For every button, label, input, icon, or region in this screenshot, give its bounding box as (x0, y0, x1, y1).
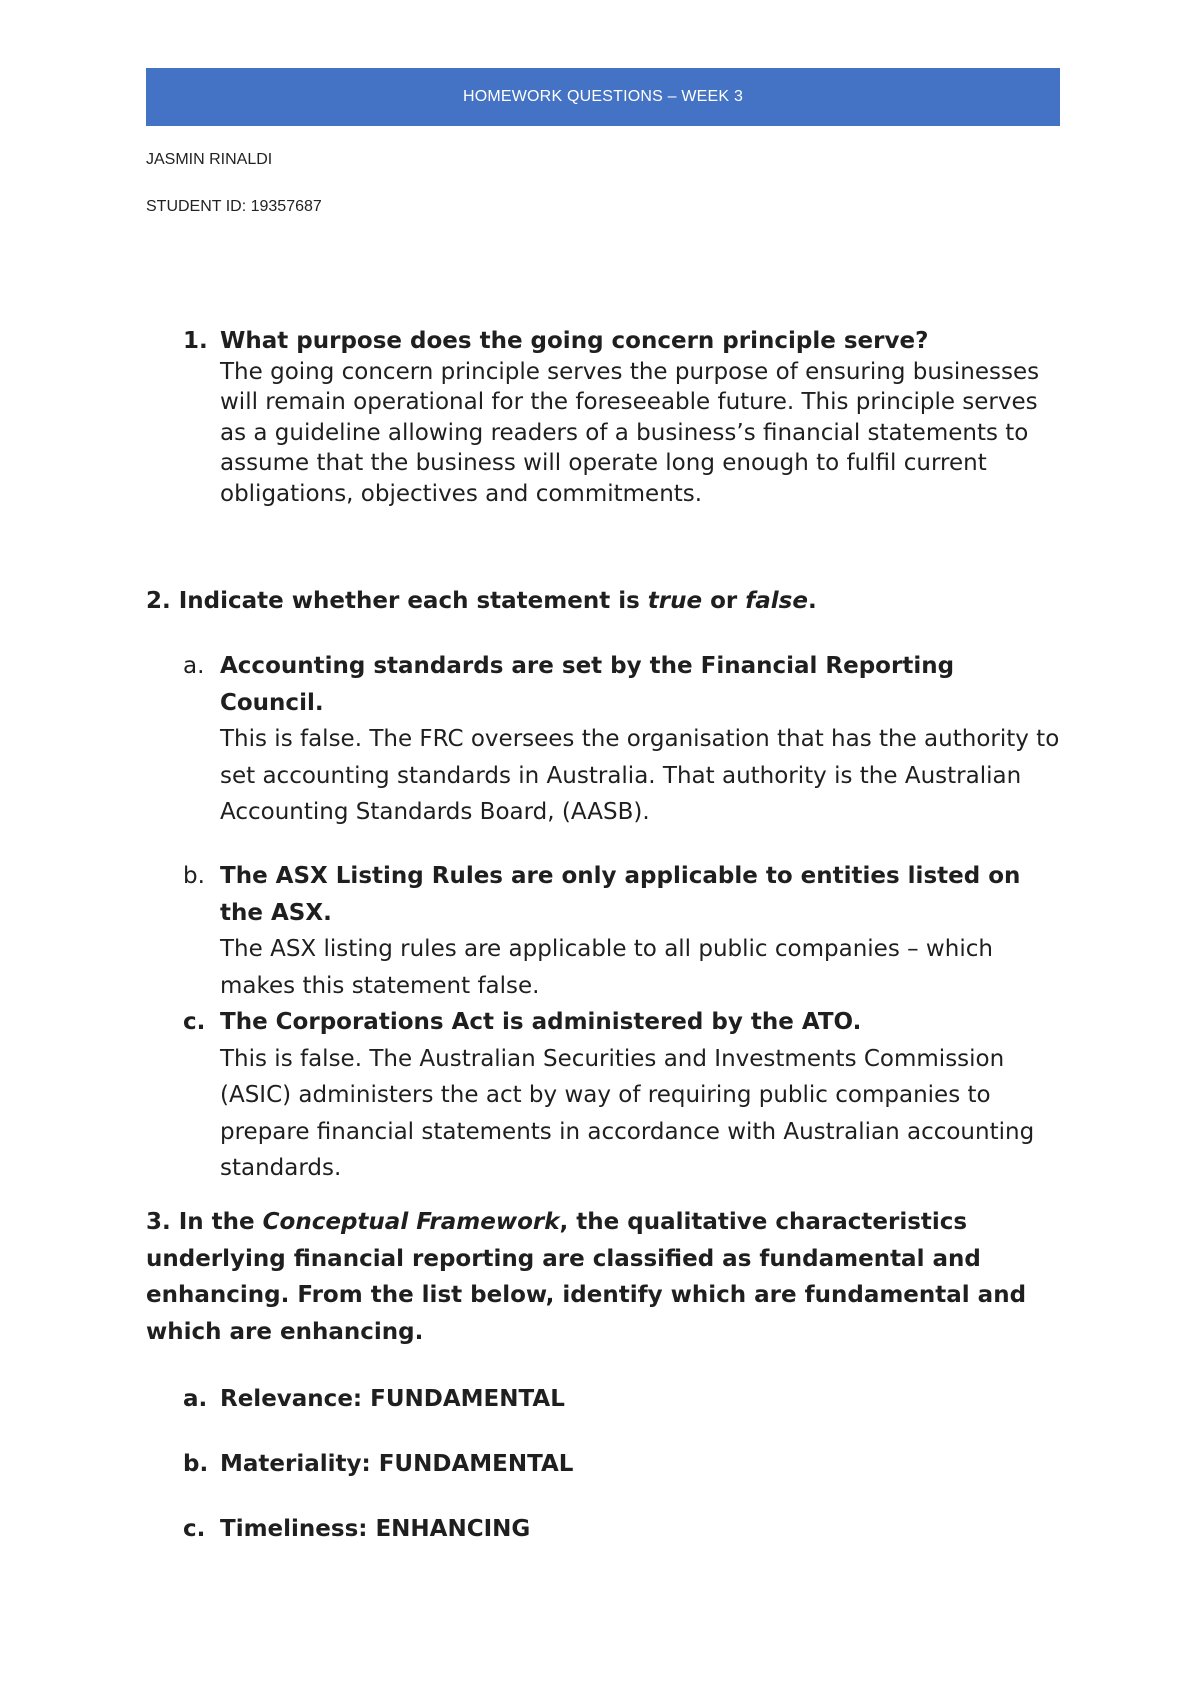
header-band (146, 68, 1060, 126)
item-text: Relevance: FUNDAMENTAL (220, 1386, 565, 1412)
student-name: JASMIN RINALDI (146, 151, 273, 168)
question-3-item-a (183, 1384, 565, 1414)
question-2-item-c (183, 1004, 1063, 1187)
question-2-prefix: 2. Indicate whether each statement is (146, 588, 648, 614)
question-2-true-word: true (647, 588, 703, 614)
item-answer: This is false. The FRC oversees the organisation that has the authority to set accounting standards in Australia. That authority is the Australian Accounting Standards Board, (AASB). (220, 726, 1060, 825)
item-text: Timeliness: ENHANCING (220, 1516, 531, 1542)
question-2-or-word: or (702, 588, 746, 614)
question-3-title (146, 1204, 1066, 1350)
item-letter: a. (183, 1386, 208, 1412)
question-1-title: What purpose does the going concern principle serve? (220, 328, 929, 354)
question-3-rest: , the qualitative characteristics underlying financial reporting are classified as fundamental and enhancing. From the list below, identify which are fundamental and which are enhancing. (146, 1209, 1027, 1345)
item-letter: c. (183, 1516, 206, 1542)
question-2-item-b (183, 858, 1063, 1004)
item-statement: Accounting standards are set by the Financial Reporting Council. (220, 653, 955, 716)
question-2-suffix: . (807, 588, 817, 614)
question-3-italic: Conceptual Framework (262, 1209, 560, 1235)
question-1-answer: The going concern principle serves the purpose of ensuring businesses will remain operational for the foreseeable future. This principle serves as a guideline allowing readers of a business’s financial statements to assume that the business will operate long enough to fulfil current obligations, objectives and commitments. (220, 358, 1040, 507)
question-1-number: 1. (183, 328, 208, 354)
item-text: Materiality: FUNDAMENTAL (220, 1451, 574, 1477)
question-3-item-b (183, 1449, 573, 1479)
item-letter: b. (183, 863, 205, 889)
student-id: STUDENT ID: 19357687 (146, 198, 322, 215)
item-letter: b. (183, 1451, 209, 1477)
question-3-prefix: 3. In the (146, 1209, 263, 1235)
item-answer: This is false. The Australian Securities and Investments Commission (ASIC) administers the act by way of requiring public companies to prepare financial statements in accordance with Australian accounting standards. (220, 1045, 1035, 1181)
item-statement: The Corporations Act is administered by the ATO. (220, 1009, 862, 1035)
question-3-item-c (183, 1514, 530, 1544)
question-2-item-a (183, 648, 1063, 831)
item-letter: a. (183, 653, 205, 679)
question-1 (183, 326, 1063, 509)
item-statement: The ASX Listing Rules are only applicable to entities listed on the ASX. (220, 863, 1021, 926)
item-letter: c. (183, 1009, 206, 1035)
item-answer: The ASX listing rules are applicable to all public companies – which makes this statement false. (220, 936, 993, 999)
header-title: HOMEWORK QUESTIONS – WEEK 3 (462, 88, 744, 105)
question-2-false-word: false (745, 588, 808, 614)
question-2-title (146, 586, 1066, 617)
